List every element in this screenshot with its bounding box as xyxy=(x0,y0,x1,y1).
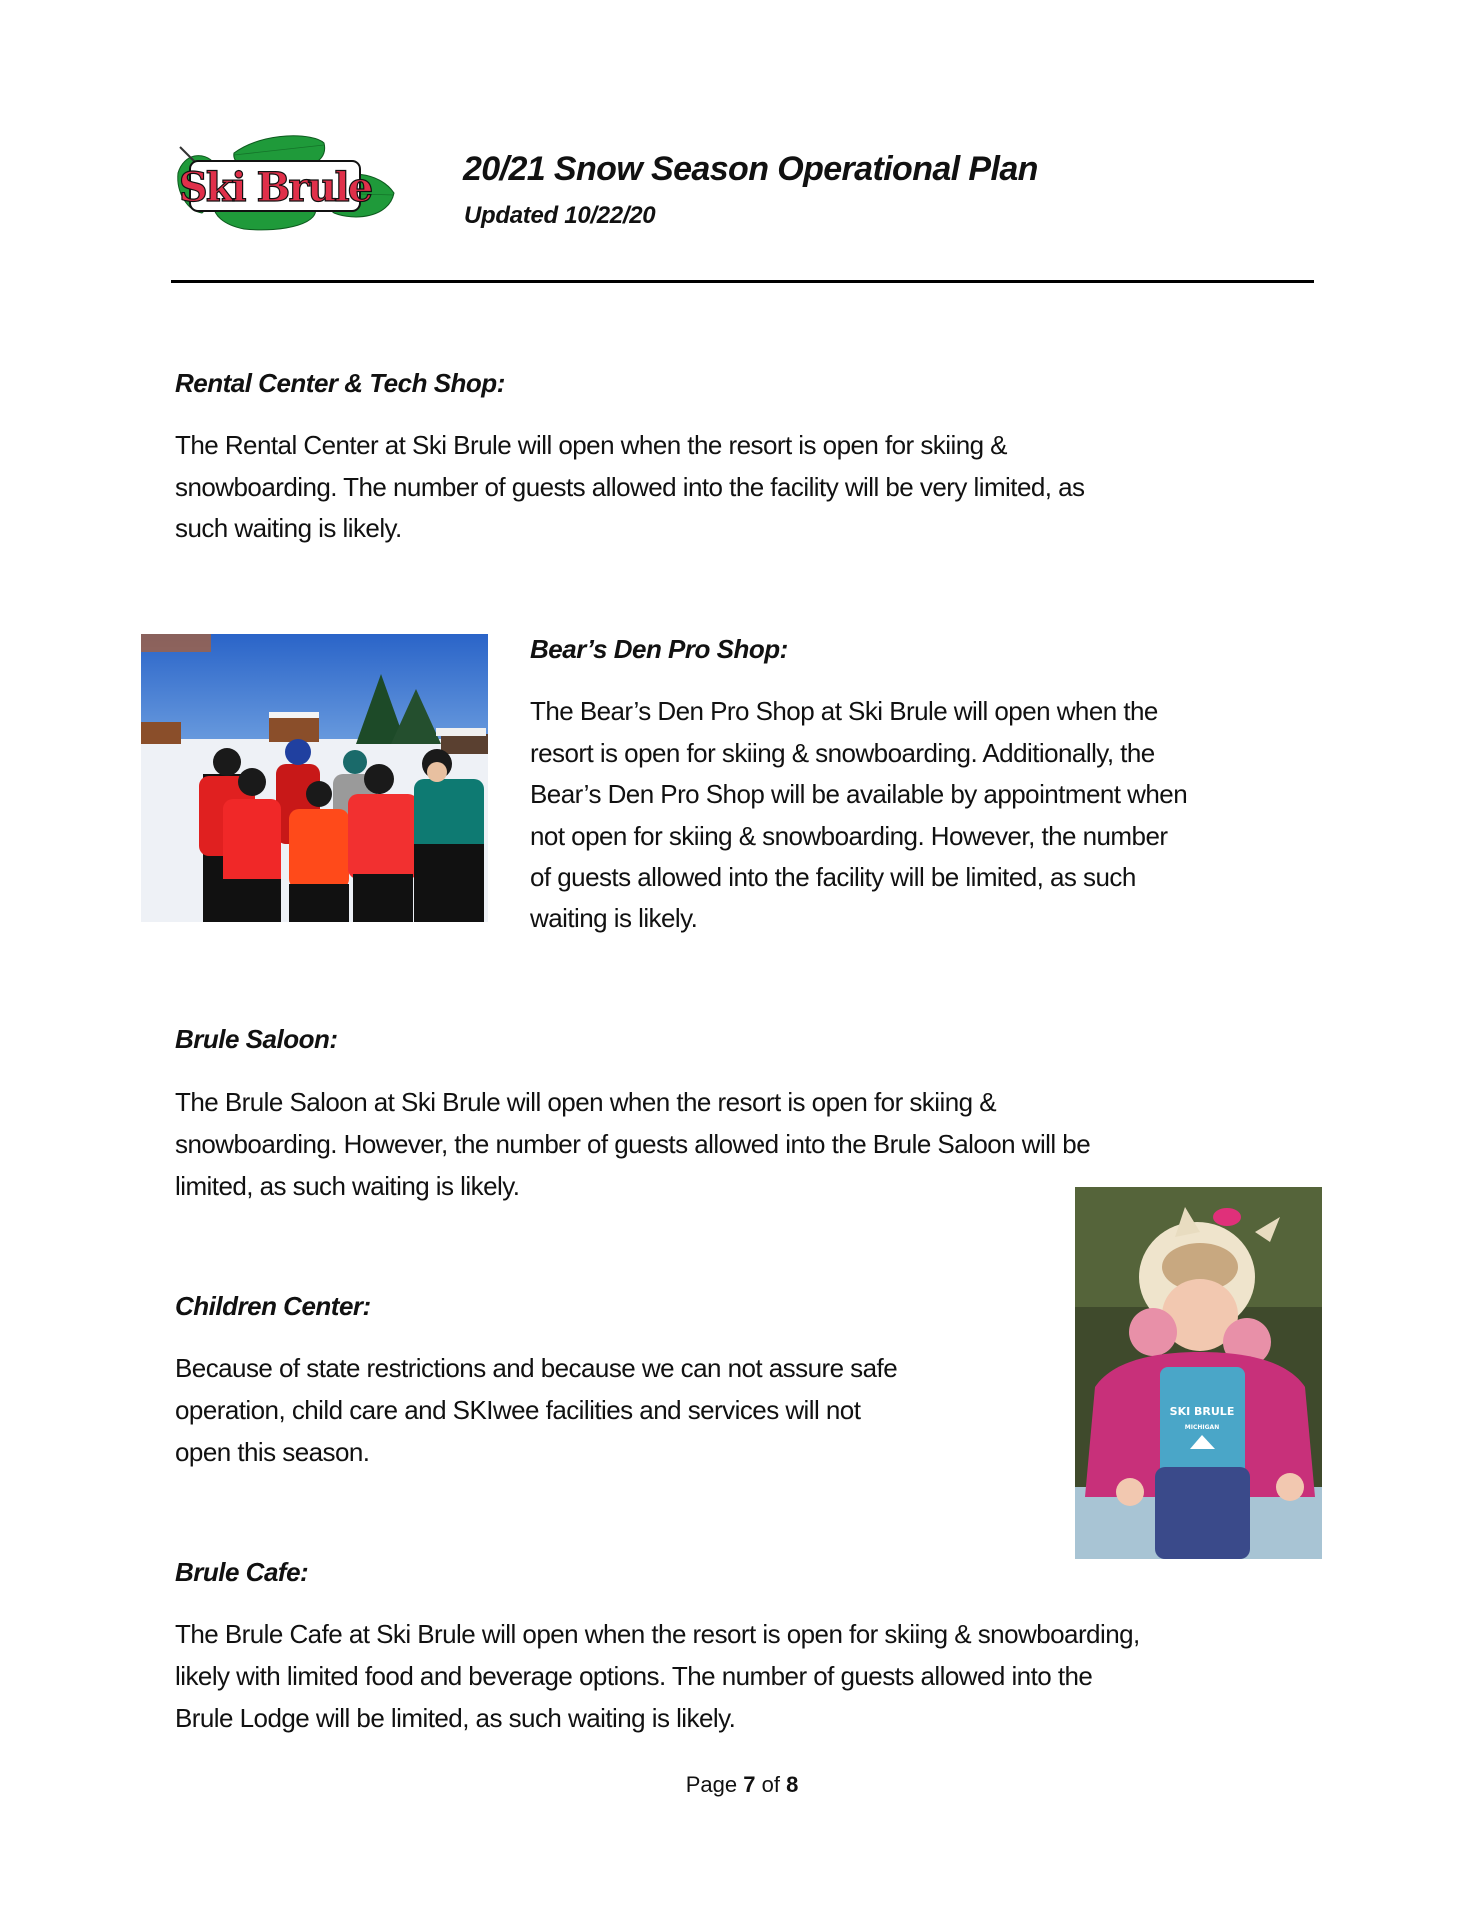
paragraph-line: limited, as such waiting is likely. xyxy=(175,1171,520,1201)
shirt-text: SKI BRULE xyxy=(1169,1405,1235,1418)
page-number xyxy=(0,1772,1484,1798)
paragraph-line: Because of state restrictions and because we can not assure safe xyxy=(175,1353,898,1383)
paragraph-line: snowboarding. The number of guests allowed into the facility will be very limited, as xyxy=(175,472,1085,502)
section-heading: Brule Saloon: xyxy=(175,1024,338,1054)
paragraph-line: Brule Lodge will be limited, as such waiting is likely. xyxy=(175,1703,736,1733)
logo-text: Ski Brule xyxy=(178,164,372,211)
page-prefix: Page xyxy=(685,1772,738,1797)
section-heading: Rental Center & Tech Shop: xyxy=(175,368,505,398)
paragraph-line: of guests allowed into the facility will be limited, as such xyxy=(530,862,1136,892)
child-photo xyxy=(1075,1187,1322,1559)
paragraph-line: resort is open for skiing & snowboarding. Additionally, the xyxy=(530,738,1155,768)
page-total: 8 xyxy=(786,1772,799,1797)
page-current: 7 xyxy=(743,1772,756,1797)
paragraph-line: operation, child care and SKIwee facilities and services will not xyxy=(175,1395,861,1425)
paragraph-line: The Bear’s Den Pro Shop at Ski Brule will open when the xyxy=(530,696,1158,726)
shirt-subtext: MICHIGAN xyxy=(1184,1424,1220,1431)
paragraph-line: likely with limited food and beverage options. The number of guests allowed into the xyxy=(175,1661,1093,1691)
header-divider xyxy=(171,280,1314,283)
section-heading: Bear’s Den Pro Shop: xyxy=(530,634,788,664)
paragraph-line: snowboarding. However, the number of guests allowed into the Brule Saloon will be xyxy=(175,1129,1091,1159)
group-photo xyxy=(141,634,488,922)
section-heading: Children Center: xyxy=(175,1291,371,1321)
page-of: of xyxy=(761,1772,780,1797)
ski-brule-logo xyxy=(174,133,396,233)
paragraph-line: not open for skiing & snowboarding. However, the number xyxy=(530,821,1168,851)
paragraph-line: waiting is likely. xyxy=(530,903,698,933)
paragraph-line: The Brule Saloon at Ski Brule will open when the resort is open for skiing & xyxy=(175,1087,996,1117)
paragraph-line: The Rental Center at Ski Brule will open when the resort is open for skiing & xyxy=(175,430,1007,460)
paragraph-line: The Brule Cafe at Ski Brule will open when the resort is open for skiing & snowboarding, xyxy=(175,1619,1140,1649)
document-updated-date: Updated 10/22/20 xyxy=(464,202,656,229)
paragraph-line: open this season. xyxy=(175,1437,370,1467)
section-heading: Brule Cafe: xyxy=(175,1557,309,1587)
document-title: 20/21 Snow Season Operational Plan xyxy=(463,150,1038,188)
paragraph-line: Bear’s Den Pro Shop will be available by appointment when xyxy=(530,779,1188,809)
paragraph-line: such waiting is likely. xyxy=(175,513,402,543)
